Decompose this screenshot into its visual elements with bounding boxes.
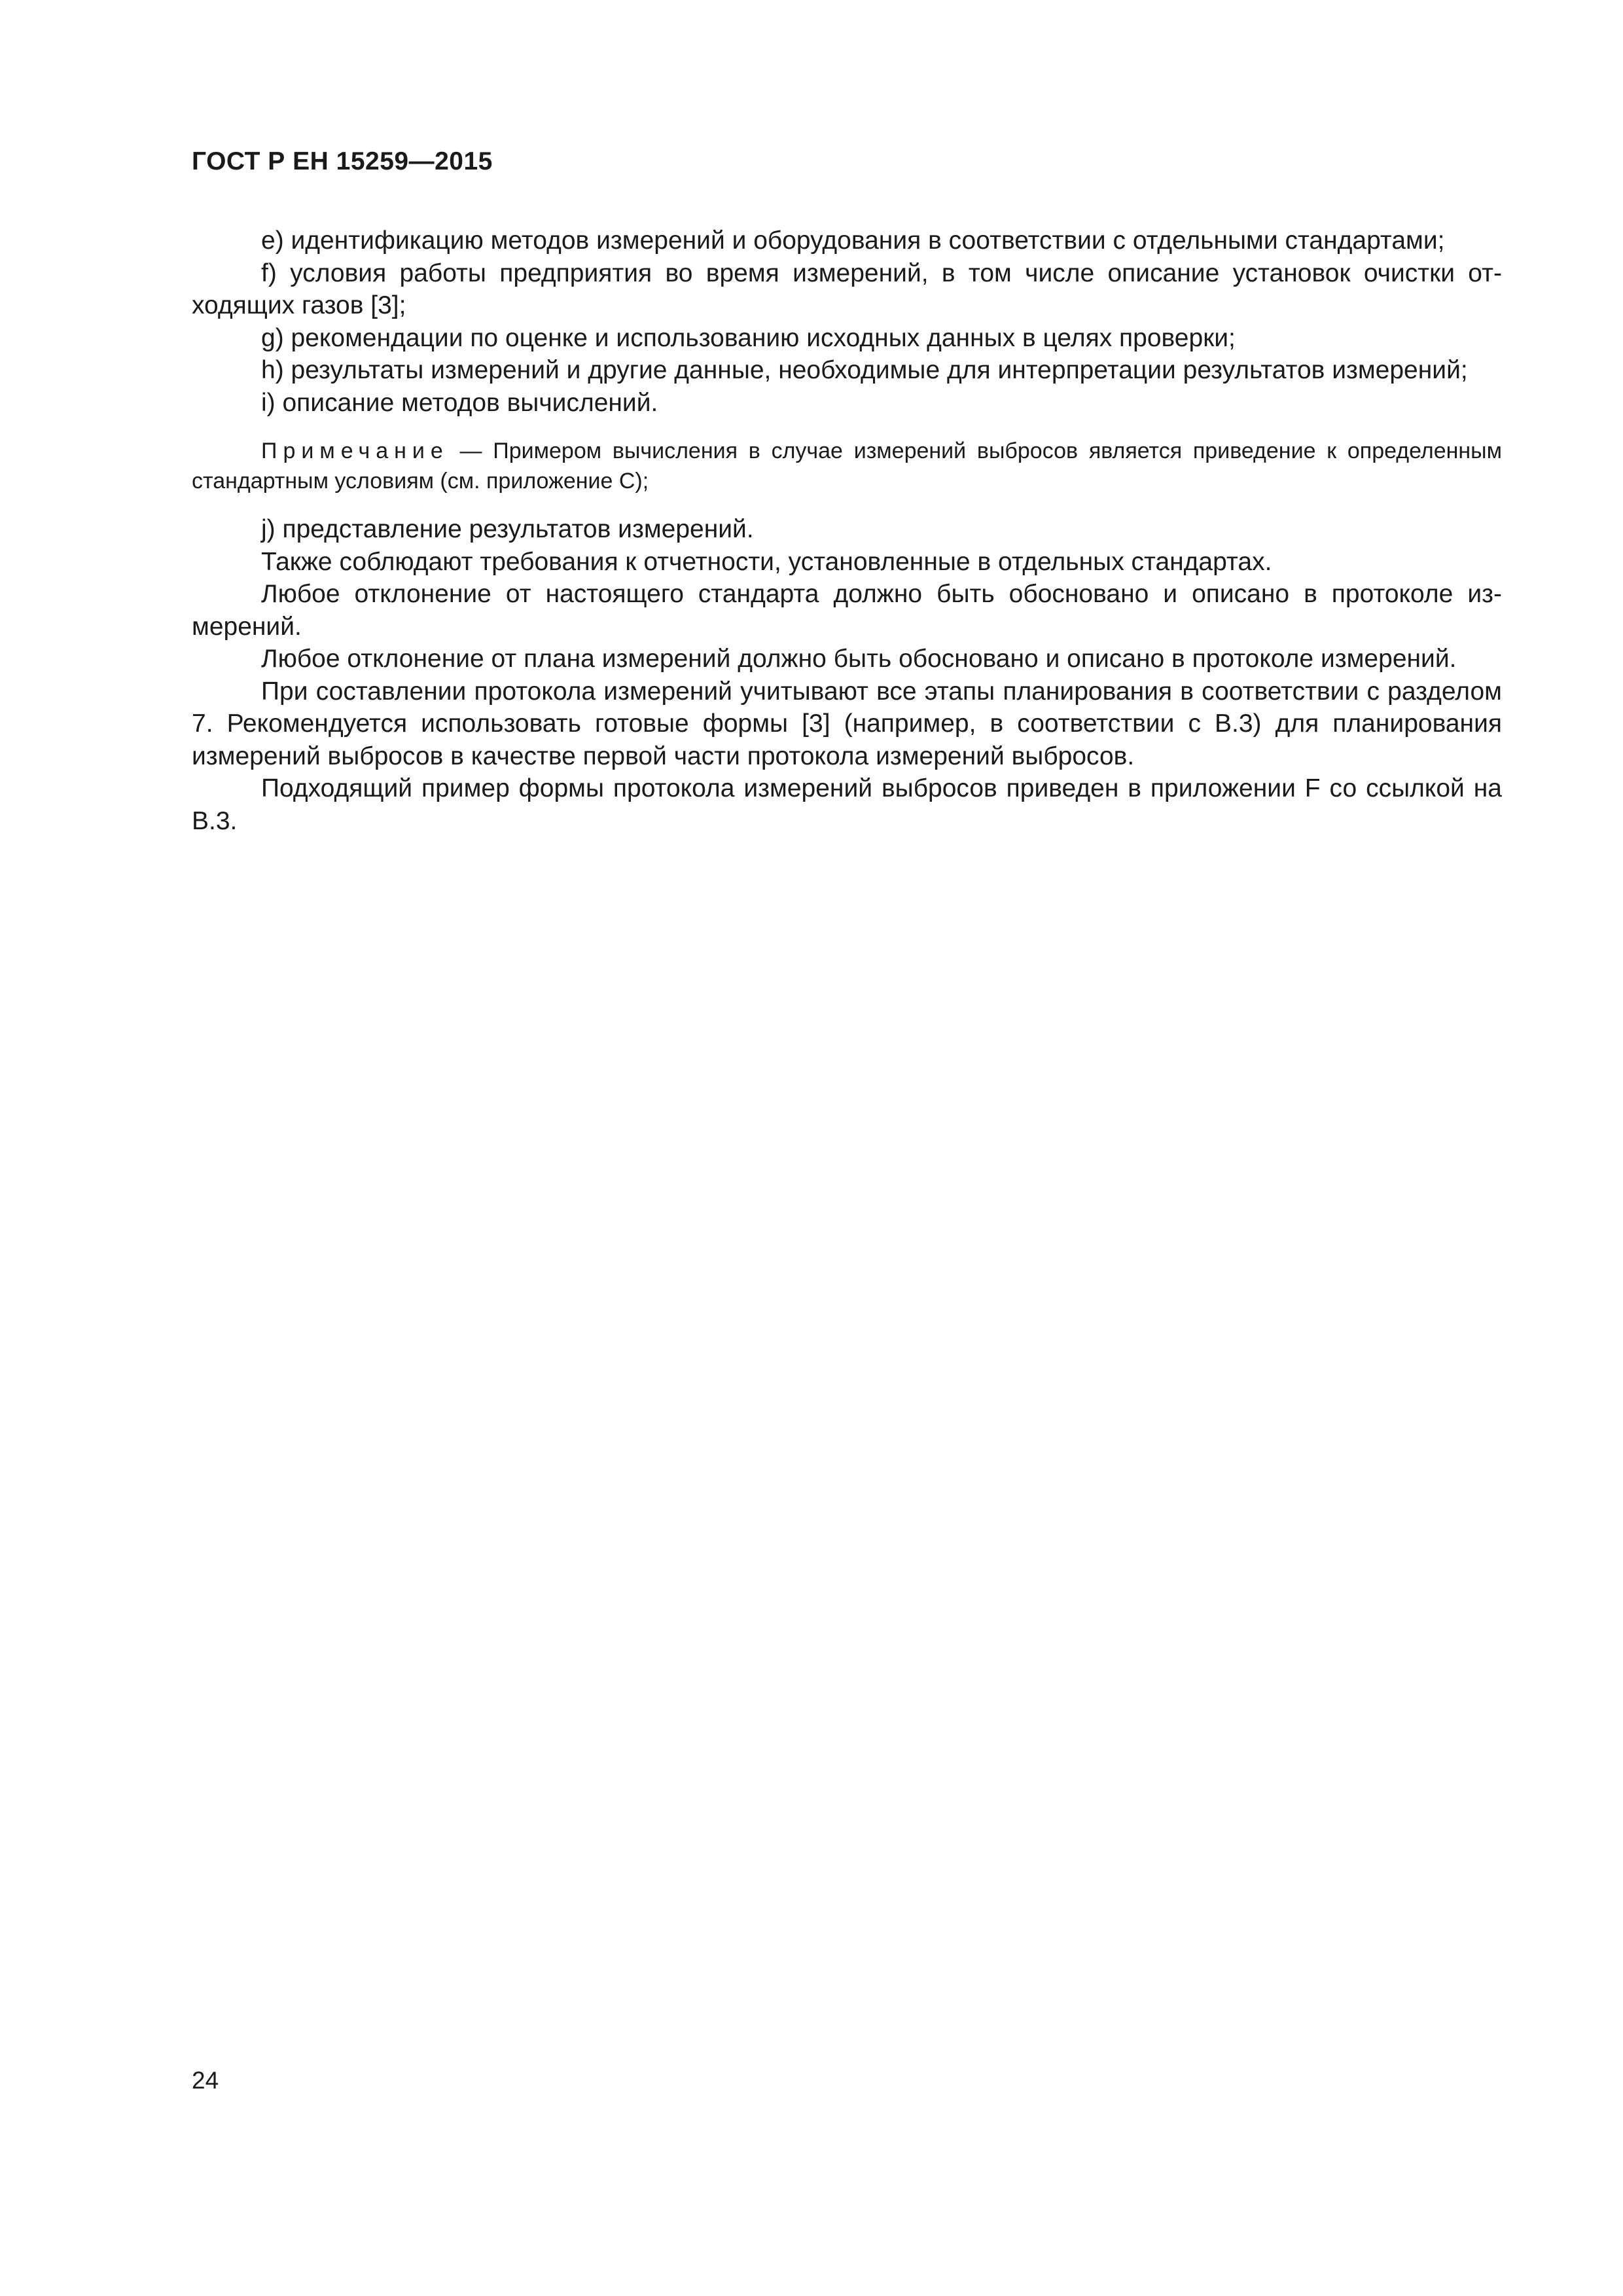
list-item-f: f) условия работы предприятия во время измерений, в том числе описание установок очистки отходящих газов [3]; xyxy=(192,259,1502,319)
note xyxy=(192,436,1502,496)
note-text: — Примером вычисления в случае измерений выбросов является приведение к определенным стандартным условиям (см. приложение С); xyxy=(192,439,1502,493)
list-item-j: j) представление результатов измерений. xyxy=(261,515,754,543)
document-body xyxy=(192,224,1502,837)
list-item-g: g) рекомендации по оценке и использованию исходных данных в целях проверки; xyxy=(261,323,1236,352)
page-number: 24 xyxy=(192,2067,219,2094)
list-item-i: i) описание методов вычислений. xyxy=(261,388,658,417)
list-item-e: е) идентификацию методов измерений и оборудования в соответствии с отдельными стандартами; xyxy=(261,226,1445,255)
paragraph: Любое отклонение от настоящего стандарта должно быть обосновано и описано в протоколе измерений. xyxy=(192,580,1502,641)
paragraph: Любое отклонение от плана измерений должно быть обосновано и описано в протоколе измерений. xyxy=(261,645,1457,673)
document-header: ГОСТ Р ЕН 15259—2015 xyxy=(192,147,493,175)
paragraph: Также соблюдают требования к отчетности, установленные в отдельных стандартах. xyxy=(261,547,1272,576)
paragraph: При составлении протокола измерений учитывают все этапы планирования в соответствии с разделом 7. Рекомендуется использовать готовые формы [3] (например, в соответствии с В.3) для планирования измерений выбросов в качестве первой части протокола измерений выбросов. xyxy=(192,677,1502,770)
paragraph: Подходящий пример формы протокола измерений выбросов приведен в приложении F со ссылкой на В.3. xyxy=(192,774,1502,835)
note-label: Примечание xyxy=(261,439,449,463)
list-item-h: h) результаты измерений и другие данные, необходимые для интерпретации результатов измерений; xyxy=(261,356,1468,384)
